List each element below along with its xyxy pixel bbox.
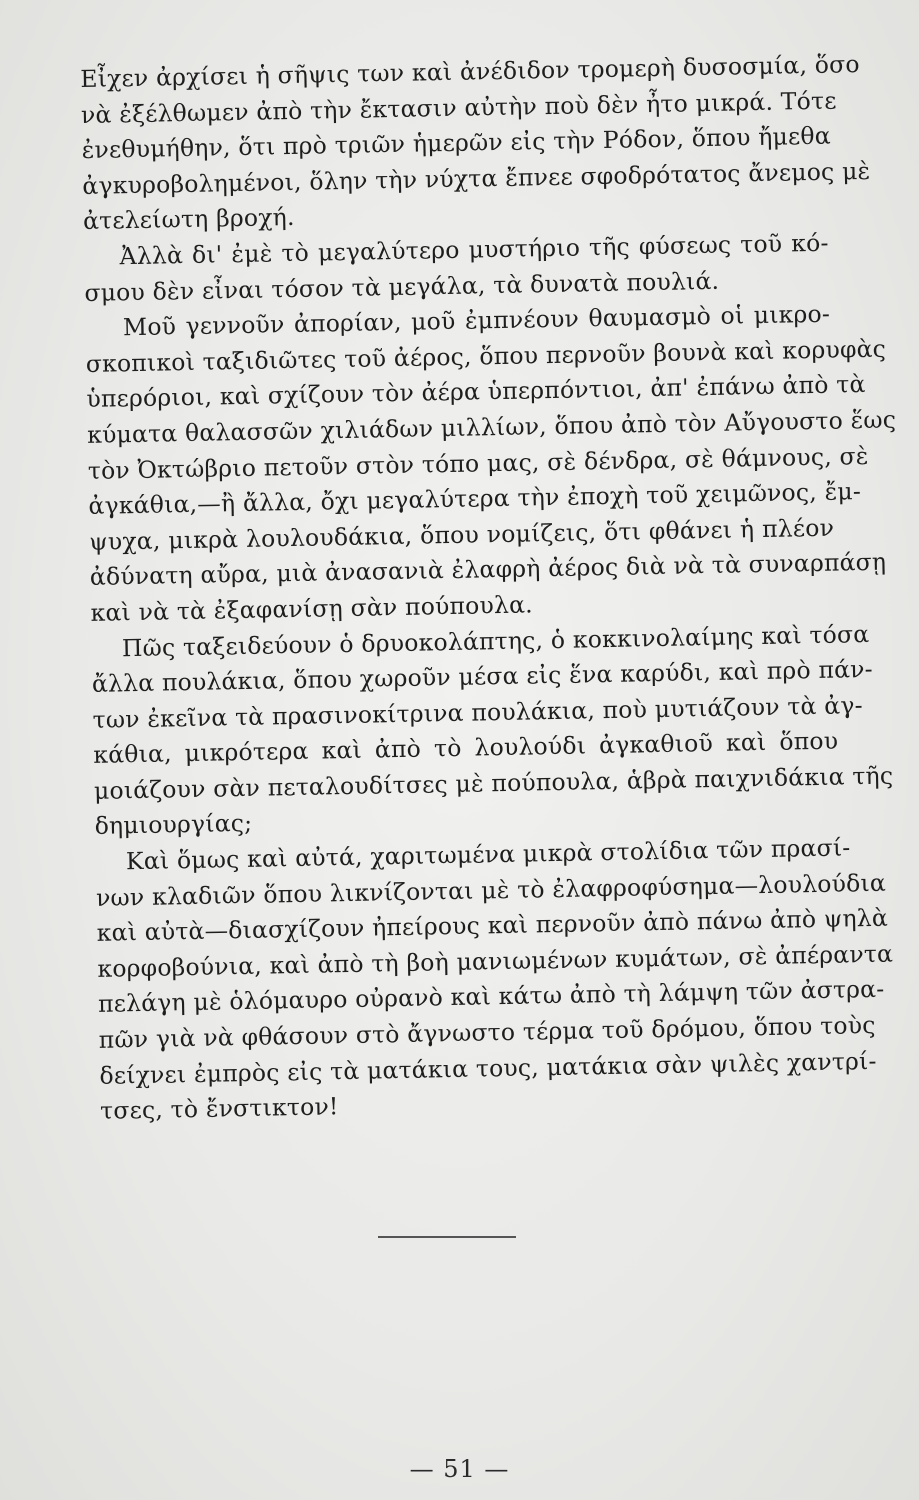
text-line: κορφοβούνια, καὶ ἀπὸ τὴ βοὴ μανιωμένων κυμάτων, σὲ ἀπέραντα — [97, 939, 894, 983]
text-line: ἀγκάθια,—ἢ ἄλλα, ὄχι μεγαλύτερα τὴν ἐποχὴ τοῦ χειμῶνος, ἔμ- — [88, 477, 862, 521]
page-number: — 51 — — [409, 1455, 510, 1483]
text-line: πῶν γιὰ νὰ φθάσουν στὸ ἄγνωστο τέρμα τοῦ δρόμου, ὅπου τοὺς — [98, 1010, 876, 1054]
text-line: καὶ νὰ τὰ ἐξαφανίσῃ σὰν πούπουλα. — [90, 590, 534, 627]
text-line: ψυχα, μικρὰ λουλουδάκια, ὅπου νομίζεις, ὅτι φθάνει ἡ πλέον — [88, 513, 835, 556]
text-line: σκοπικοὶ ταξιδιῶτες τοῦ ἀέρος, ὅπου περνοῦν βουνὰ καὶ κορυφὰς — [85, 334, 887, 378]
text-line: ἐνεθυμήθην, ὅτι πρὸ τριῶν ἡμερῶν εἰς τὴν Ρόδον, ὅπου ἤμεθα — [81, 121, 832, 165]
text-line: Πῶς ταξειδεύουν ὁ δρυοκολάπτης, ὁ κοκκινολαίμης καὶ τόσα — [90, 619, 870, 663]
body-text — [80, 48, 897, 1130]
text-line: ὑπερόριοι, καὶ σχίζουν τὸν ἀέρα ὑπερπόντιοι, ἀπ' ἐπάνω ἀπὸ τὰ — [86, 370, 866, 414]
text-line: τσες, τὸ ἔνστικτον! — [99, 1092, 339, 1126]
text-line: κάθια, μικρότερα καὶ ἀπὸ τὸ λουλούδι ἀγκαθιοῦ καὶ ὅπου — [93, 726, 839, 770]
text-line: δημιουργίας; — [94, 809, 253, 841]
text-line: νων κλαδιῶν ὅπου λικνίζονται μὲ τὸ ἐλαφροφύσημα—λουλούδια — [95, 868, 887, 912]
text-line: πελάγη μὲ ὁλόμαυρο οὐρανὸ καὶ κάτω ἀπὸ τὴ λάμψη τῶν ἀστρα- — [97, 975, 885, 1019]
text-line: δείχνει ἐμπρὸς εἰς τὰ ματάκια τους, ματάκια σὰν ψιλὲς χαντρί- — [99, 1046, 877, 1090]
text-line: καὶ αὐτὰ—διασχίζουν ἠπείρους καὶ περνοῦν ἀπὸ πάνω ἀπὸ ψηλὰ — [96, 903, 889, 948]
text-line: Καὶ ὅμως καὶ αὐτά, χαριτωμένα μικρὰ στολίδια τῶν πρασί- — [95, 833, 851, 876]
text-line: κύματα θαλασσῶν χιλιάδων μιλλίων, ὅπου ἀπὸ τὸν Αὔγουστο ἕως — [86, 405, 897, 449]
text-line: Μοῦ γεννοῦν ἀπορίαν, μοῦ ἐμπνέουν θαυμασμὸ οἱ μικρο- — [84, 299, 831, 343]
text-line: ἀγκυροβολημένοι, ὅλην τὴν νύχτα ἔπνεε σφοδρότατος ἄνεμος μὲ — [82, 156, 871, 200]
text-line: νὰ ἐξέλθωμεν ἀπὸ τὴν ἔκτασιν αὐτὴν ποὺ δὲν ἦτο μικρά. Τότε — [80, 86, 837, 129]
text-line: ἀτελείωτη βροχή. — [82, 203, 295, 236]
text-line: μοιάζουν σὰν πεταλουδίτσες μὲ πούπουλα, ἁβρὰ παιχνιδάκια τῆς — [93, 761, 894, 805]
text-line: των ἐκεῖνα τὰ πρασινοκίτρινα πουλάκια, ποὺ μυτιάζουν τὰ ἀγ- — [92, 690, 863, 734]
text-line: τὸν Ὀκτώβριο πετοῦν στὸν τόπο μας, σὲ δένδρα, σὲ θάμνους, σὲ — [87, 441, 869, 485]
text-line: ἄλλα πουλάκια, ὅπου χωροῦν μέσα εἰς ἕνα καρύδι, καὶ πρὸ πάν- — [91, 654, 874, 698]
text-line: Εἶχεν ἀρχίσει ἡ σῆψις των καὶ ἀνέδιδον τρομερὴ δυσοσμία, ὅσο — [80, 50, 860, 93]
section-divider — [378, 1236, 516, 1238]
text-line: σμου δὲν εἶναι τόσον τὰ μεγάλα, τὰ δυνατὰ πουλιά. — [84, 266, 720, 307]
text-line: ἀδύνατη αὔρα, μιὰ ἀνασανιὰ ἐλαφρὴ ἀέρος διὰ νὰ τὰ συναρπάσῃ — [89, 547, 887, 592]
text-line: Ἀλλὰ δι' ἐμὲ τὸ μεγαλύτερο μυστήριο τῆς φύσεως τοῦ κό- — [83, 228, 829, 271]
